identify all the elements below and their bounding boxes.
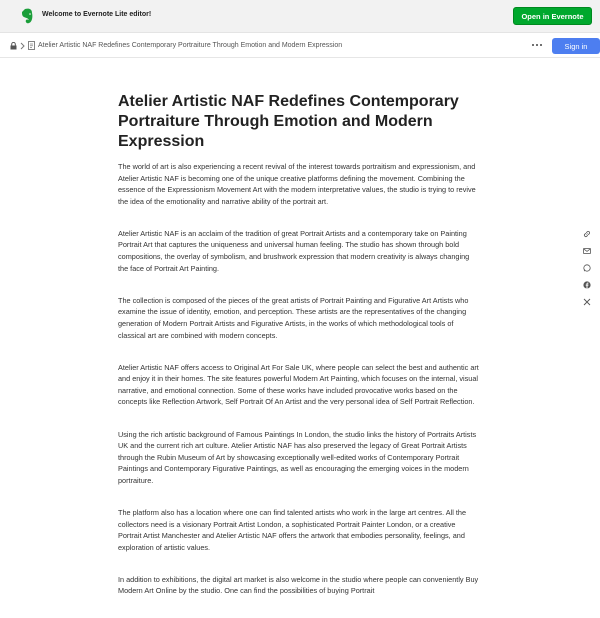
breadcrumb-note-title[interactable]: Atelier Artistic NAF Redefines Contemporary Portraiture Through Emotion and Modern Expression xyxy=(38,42,343,49)
share-toolbar xyxy=(580,227,594,313)
paragraph: The collection is composed of the pieces of the great artists of Portrait Painting and Figurative Art Artists who examine the issue of identity, emotion, and perception. These artists are the representatives of the changing generation of Modern Portrait Artists and Figurative Artists, in the works of which methodological tools of classical art are combined with modern concepts. xyxy=(118,295,469,340)
paragraph: In addition to exhibitions, the digital art market is also welcome in the studio where people can conveniently Buy Modern Art Online by the studio. One can find the possibilities of buying Portrait xyxy=(118,574,479,596)
link-icon[interactable] xyxy=(580,230,594,244)
chevron-right-icon xyxy=(20,42,25,50)
note-title: Atelier Artistic NAF Redefines Contemporary Portraiture Through Emotion and Modern Expression xyxy=(118,93,459,150)
note-icon xyxy=(28,41,35,50)
open-in-evernote-button[interactable]: Open in Evernote xyxy=(513,7,592,25)
note-toolbar xyxy=(0,34,600,58)
note-content xyxy=(118,92,480,618)
lock-icon xyxy=(10,42,17,50)
paragraph: The platform also has a location where one can find talented artists who work in the large art centres. All the collectors need is a visionary Portrait Artist London, a sophisticated Portrait Painter London, or a creative Portrait Artist Manchester and Atelier Artistic NAF offers the artwork that embodies personality, feelings, and exploration of artistic values. xyxy=(118,507,467,552)
paragraph: Using the rich artistic background of Famous Paintings In London, the studio links the history of Portraits Artists UK and the current rich art culture. Atelier Artistic NAF has also preserved the legacy of Great Portrait Artists through the Rubin Museum of Art by showcasing exceptionally well-edited works of Contemporary Portrait Paintings and Contemporary Figurative Paintings, as well as encouraging the emerging voices in the modern portraiture. xyxy=(118,429,477,485)
evernote-logo-icon xyxy=(19,7,35,25)
more-horizontal-icon[interactable] xyxy=(531,43,543,47)
paragraph: The world of art is also experiencing a recent revival of the interest towards portraitism and expressionism, and Atelier Artistic NAF is becoming one of the unique creative platforms defining the movement. Combining the essence of the Expressionism Movement Art with the modern interpretative values, the studio is trying to revive the idea of the emotionality and narrative ability of the portrait art. xyxy=(118,162,476,206)
sign-in-button[interactable]: Sign in xyxy=(552,38,600,54)
facebook-icon[interactable] xyxy=(580,281,594,295)
paragraph: Atelier Artistic NAF is an acclaim of the tradition of great Portrait Artists and a contemporary take on Painting Portrait Art that captures the uniqueness and universal human feeling. The studio has shown through bold compositions, the overlay of symbolism, and brushwork expression that modern creativity is always changing the face of Portrait Art Painting. xyxy=(118,228,470,273)
x-icon[interactable] xyxy=(580,298,594,312)
whatsapp-icon[interactable] xyxy=(580,264,594,278)
paragraph: Atelier Artistic NAF offers access to Original Art For Sale UK, where people can select the best and authentic art and enjoy it in their homes. The site features powerful Modern Art Painting, which focuses on the internal, visual narrative, and emotional connection. Some of these works have included provocative works based on the concepts like Reflection Artwork, Self Portrait Of An Artist and the very personal idea of Self Portrait Reflection. xyxy=(118,362,479,407)
top-banner xyxy=(0,0,600,33)
welcome-message: Welcome to Evernote Lite editor! xyxy=(42,11,152,18)
email-icon[interactable] xyxy=(580,247,594,261)
